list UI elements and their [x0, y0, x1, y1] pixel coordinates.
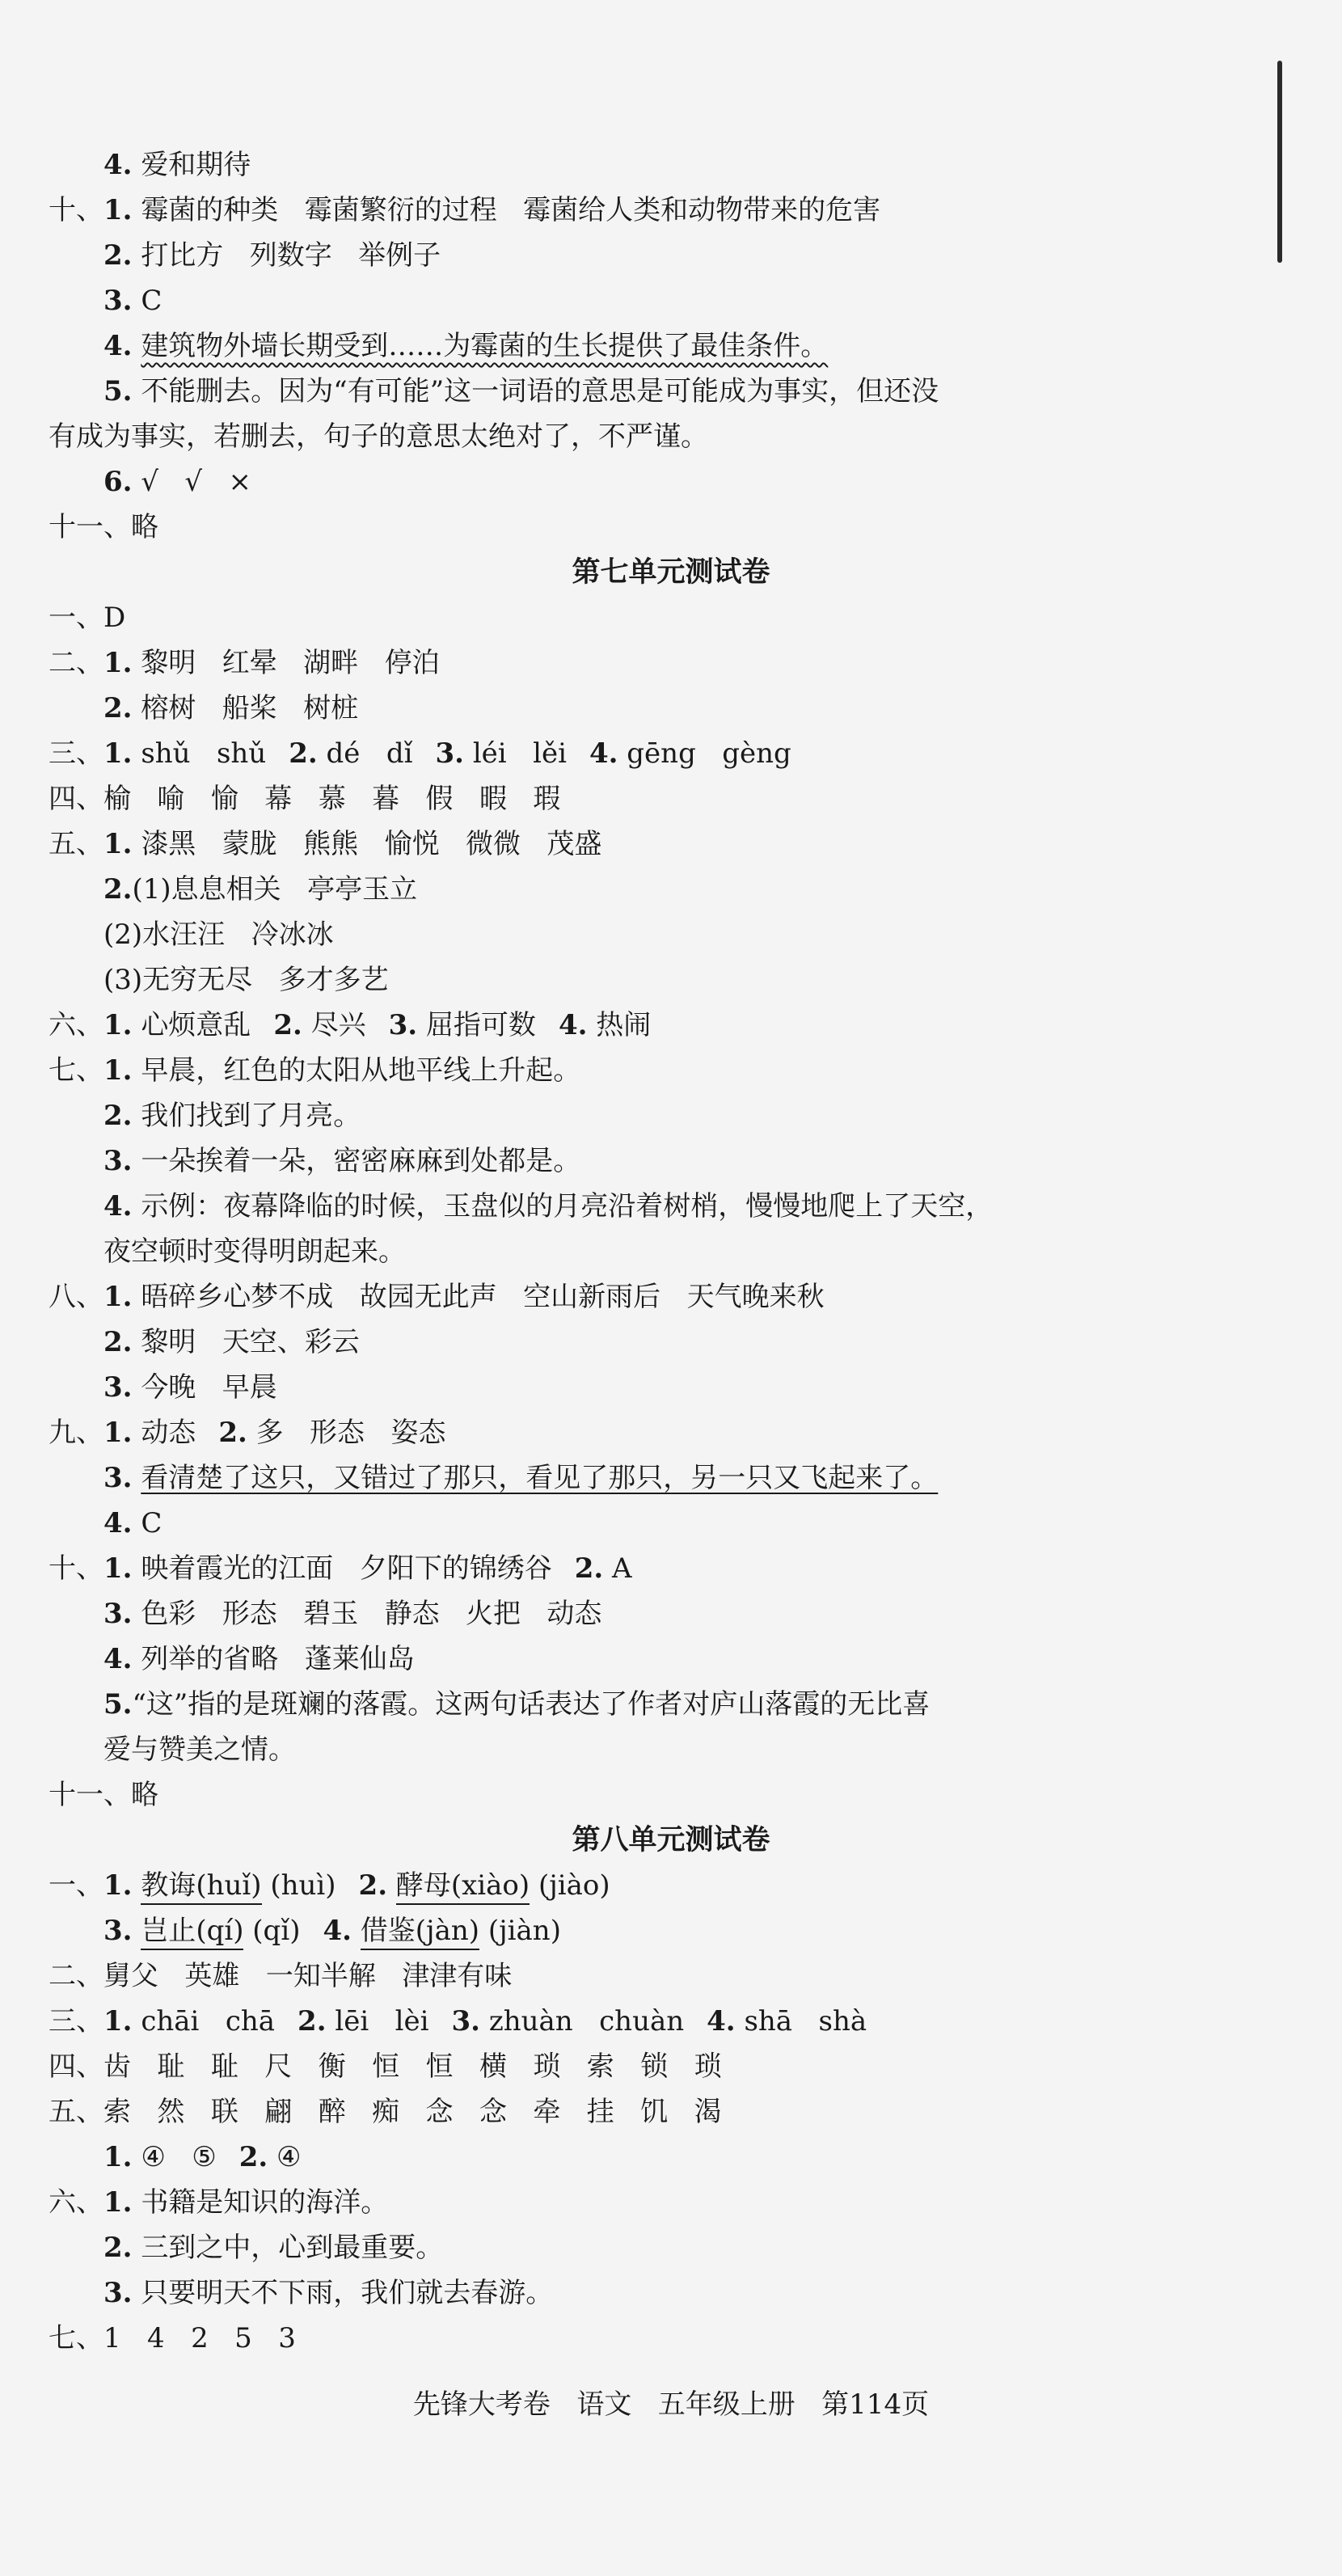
answer-line: (3)无穷无尽 多才多艺 [103, 964, 389, 996]
section-title: 第七单元测试卷 [572, 555, 770, 589]
answer-line: 5.“这”指的是斑斓的落霞。这两句话表达了作者对庐山落霞的无比喜 [103, 1688, 931, 1721]
answer-line: 五、索 然 联 翩 醉 痴 念 念 牵 挂 饥 渴 [49, 2096, 722, 2128]
answer-line: 一、1. 教诲(huǐ) (huì) 2. 酵母(xiào) (jiào) [49, 1863, 610, 1908]
answer-line: 3. 看清楚了这只，又错过了那只，看见了那只，另一只又飞起来了。 [103, 1462, 939, 1494]
answer-line: 四、榆 喻 愉 幕 慕 暮 假 暇 瑕 [49, 783, 561, 815]
answer-line: 3. 岂止(qí) (qǐ) 4. 借鉴(jàn) (jiàn) [103, 1908, 561, 1953]
answer-line: 3. 只要明天不下雨，我们就去春游。 [103, 2277, 554, 2309]
underlined-text: 看清楚了这只，又错过了那只，看见了那只，另一只又飞起来了。 [141, 1462, 939, 1494]
answer-line: 2. 三到之中，心到最重要。 [103, 2232, 444, 2264]
answer-line: 4. 爱和期待 [103, 149, 251, 181]
section-title: 第八单元测试卷 [572, 1823, 770, 1856]
page-footer: 先锋大考卷 语文 五年级上册 第114页 [412, 2388, 930, 2421]
answer-line: 2. 榕树 船桨 树桩 [103, 692, 359, 724]
answer-line: 七、1. 早晨，红色的太阳从地平线上升起。 [49, 1054, 581, 1087]
answer-line: 3. 色彩 形态 碧玉 静态 火把 动态 [103, 1598, 602, 1630]
answer-line: 2.(1)息息相关 亭亭玉立 [103, 873, 418, 906]
answer-line: 4. 建筑物外墙长期受到……为霉菌的生长提供了最佳条件。 [103, 330, 829, 362]
answer-line: 二、1. 黎明 红晕 湖畔 停泊 [49, 647, 440, 679]
answer-line: 2. 打比方 列数字 举例子 [103, 239, 441, 272]
answer-line: 十、1. 映着霞光的江面 夕阳下的锦绣谷 2. A [49, 1552, 632, 1585]
answer-line: 2. 黎明 天空、彩云 [103, 1326, 360, 1358]
answer-line: 夜空顿时变得明朗起来。 [103, 1235, 406, 1268]
answer-line: 5. 不能删去。因为“有可能”这一词语的意思是可能成为事实，但还没 [103, 375, 939, 408]
answer-line: 一、D [49, 602, 126, 634]
answer-line: 1. ④ ⑤ 2. ④ [103, 2141, 302, 2173]
answer-line: 七、1 4 2 5 3 [49, 2322, 296, 2354]
answer-line: 十一、略 [49, 511, 158, 543]
answer-line: 十一、略 [49, 1779, 158, 1811]
wavy-underlined-text: 建筑物外墙长期受到……为霉菌的生长提供了最佳条件。 [141, 330, 829, 362]
answer-line: 有成为事实，若删去，句子的意思太绝对了，不严谨。 [49, 420, 708, 453]
answer-line: 五、1. 漆黑 蒙胧 熊熊 愉悦 微微 茂盛 [49, 828, 602, 860]
answer-line: 三、1. chāi chā 2. lēi lèi 3. zhuàn chuàn 4. shā shà [49, 2005, 867, 2038]
answer-line: (2)水汪汪 冷冰冰 [103, 918, 334, 951]
answer-line: 4. 示例：夜幕降临的时候，玉盘似的月亮沿着树梢，慢慢地爬上了天空， [103, 1190, 994, 1223]
answer-line: 3. 一朵挨着一朵，密密麻麻到处都是。 [103, 1145, 581, 1177]
page-edge-mark [1277, 61, 1282, 263]
answer-line: 六、1. 书籍是知识的海洋。 [49, 2186, 389, 2219]
answer-line: 3. 今晚 早晨 [103, 1371, 277, 1404]
answer-line: 四、齿 耻 耻 尺 衡 恒 恒 横 琐 索 锁 琐 [49, 2050, 722, 2083]
answer-line: 3. C [103, 285, 162, 317]
answer-line: 九、1. 动态 2. 多 形态 姿态 [49, 1417, 446, 1449]
answer-line: 六、1. 心烦意乱 2. 尽兴 3. 屈指可数 4. 热闹 [49, 1009, 652, 1041]
answer-line: 4. 列举的省略 蓬莱仙岛 [103, 1643, 415, 1675]
answer-line: 八、1. 晤碎乡心梦不成 故园无此声 空山新雨后 天气晚来秋 [49, 1281, 825, 1313]
answer-line: 二、舅父 英雄 一知半解 津津有味 [49, 1960, 513, 1992]
answer-line: 6. √ √ × [103, 466, 251, 498]
answer-line: 爱与赞美之情。 [103, 1734, 296, 1766]
answer-line: 4. C [103, 1507, 162, 1539]
answer-line: 十、1. 霉菌的种类 霉菌繁衍的过程 霉菌给人类和动物带来的危害 [49, 194, 881, 226]
answer-line: 三、1. shǔ shǔ 2. dé dǐ 3. léi lěi 4. gēng gèng [49, 737, 791, 770]
answer-line: 2. 我们找到了月亮。 [103, 1100, 361, 1132]
